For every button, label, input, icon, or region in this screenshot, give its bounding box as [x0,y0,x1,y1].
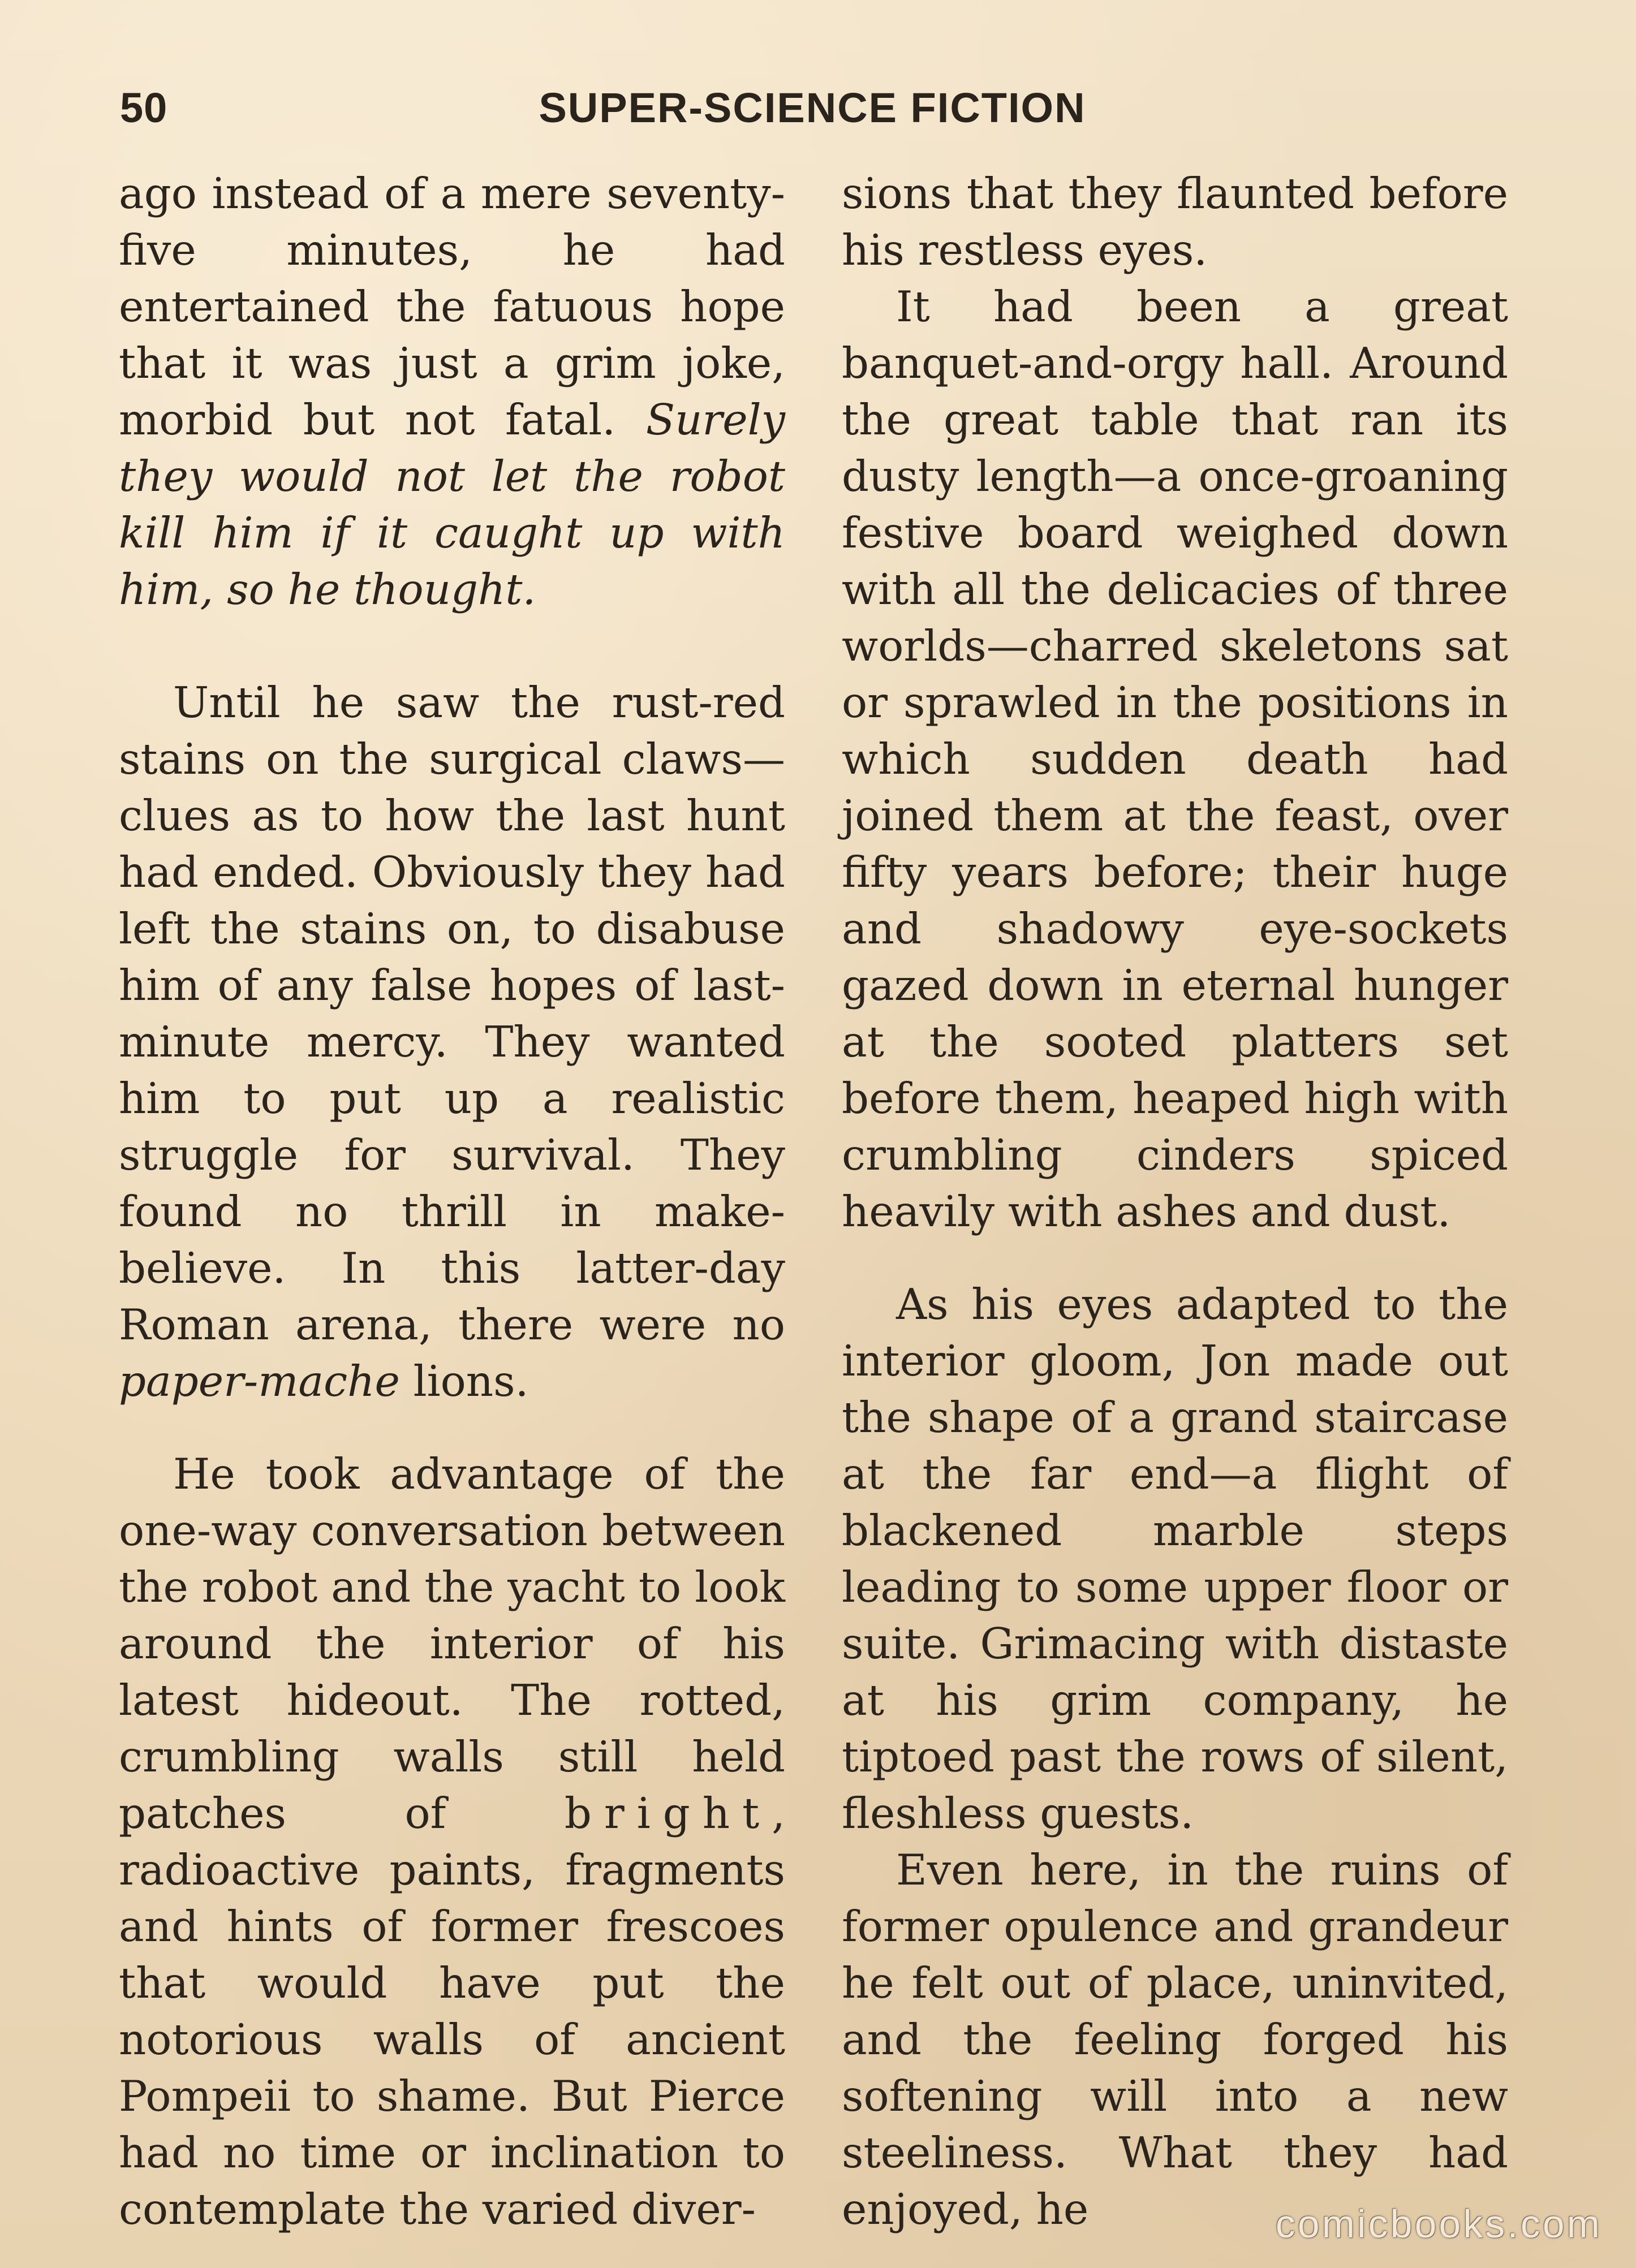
paragraph-text: He took advantage of the one-way conversation between the robot and the yacht to look around the interior of his latest hideout. The rotted, crumbling walls still held patches of [119,1449,785,1838]
italic-text: Surely they would not let the robot kill him if it caught up with him, so he thought. [119,395,785,614]
page-number: 50 [120,84,168,131]
running-title: SUPER-SCIENCE FICTION [539,84,1086,131]
paragraph [119,1446,785,2237]
paragraph-text: , radioactive paints, fragments and hints of former frescoes that would have put the notorious walls of ancient Pompeii to shame. But Pierce had no time or inclination to contemplate the varied diver- [119,1788,785,2234]
paragraph: As his eyes adapted to the interior gloom, Jon made out the shape of a grand staircase at the far end—a flight of blackened marble steps leading to some upper floor or suite. Grimacing with distaste at his grim company, he tiptoed past the rows of silent, fleshless guests. [842,1279,1508,1838]
paragraph: Even here, in the ruins of former opulence and grandeur he felt out of place, uninvited, and the feeling forged his softening will into a new steeliness. What they had enjoyed, he [842,1845,1508,2234]
paragraph-text: lions. [399,1356,529,1406]
paragraph-text: ago instead of a mere seventy-five minutes, he had entertained the fatuous hope that it was just a grim joke, morbid but not fatal. [119,169,785,445]
paragraph-text: Until he saw the rust-red stains on the surgical claws—clues as to how the last hunt had ended. Obviously they had left the stains on, to disabuse him of any false hopes of last-minute mercy. They wanted him to put up a realistic struggle for survival. They found no thrill in make-believe. In this latter-day Roman arena, there were no [119,678,785,1349]
paragraph: sions that they flaunted before his restless eyes. [842,169,1508,275]
paragraph [119,165,785,618]
paragraph: It had been a great banquet-and-orgy hall. Around the great table that ran its dusty length—a once-groaning festive board weighed down with all the delicacies of three worlds—charred skeletons sat or sprawled in the positions in which sudden death had joined them at the feast, over fifty years before; their huge and shadowy eye-sockets gazed down in eternal hunger at the sooted platters set before them, heaped high with crumbling cinders spiced heavily with ashes and dust. [842,282,1508,1236]
right-column [842,165,1508,2237]
watermark: comicbooks.com [1275,2202,1602,2246]
left-column [119,165,785,2237]
italic-text: paper-mache [119,1356,400,1406]
paragraph [119,674,785,1409]
spaced-text: bright [564,1788,772,1838]
